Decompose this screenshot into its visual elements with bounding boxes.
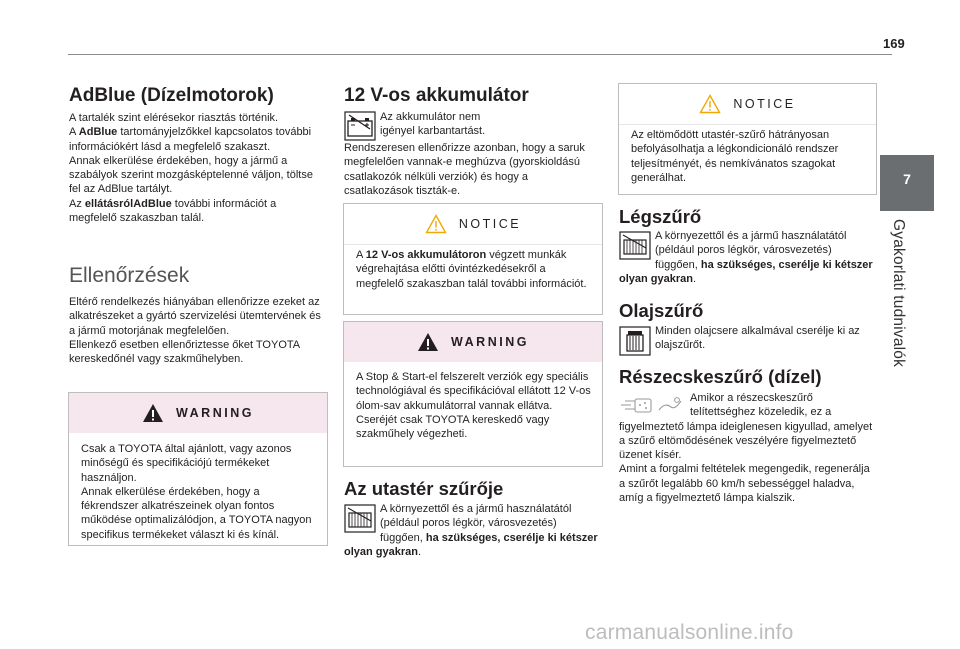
battery-icon-text: Az akkumulátor nem igényel karbantartást.	[380, 111, 486, 138]
particle-filter-p1: Amikor a részecskeszűrő telítettséghez közeledik, ez a figyelmeztető lámpa ideiglenesen kigyullad, amelyet a szűrő eltömődésének veszélyére figyelmeztető üzenet kísér.	[619, 392, 873, 462]
battery-p1: Rendszeresen ellenőrizze azonban, hogy a saruk megfelelően vannak-e meghúzva (gyorskioldású csatlakozók nélküli verziók) és hogy a csatlakozások tiszták-e.	[344, 142, 585, 197]
warning-header	[344, 322, 602, 362]
particle-filter-title: Részecskeszűrő (dízel)	[619, 366, 822, 387]
notice-triangle-icon	[425, 214, 447, 234]
adblue-p3: Annak elkerülése érdekében, hogy a jármű a szabályok szerint mozgásképtelenné váljon, töltse fel az AdBlue tartályt.	[69, 154, 313, 196]
notice-body	[619, 125, 876, 195]
air-filter-title: Légszűrő	[619, 206, 702, 227]
adblue-p2: A AdBlue tartományjelzőkkel kapcsolatos további információkért lásd a megfelelő szakaszt.	[69, 126, 312, 153]
checks-title: Ellenőrzések	[69, 264, 190, 287]
warning-body	[344, 362, 602, 451]
warning2-p1: A Stop & Start-el felszerelt verziók egy speciális technológiával és specifikációval ellátott 12 V-os ólom-sav akkumulátorral vannak ellátva.	[356, 371, 591, 412]
adblue-p4: Az ellátásrólAdBlue további információt a megfelelő szakaszban talál.	[69, 197, 277, 225]
checks-p2: Ellenkező esetben ellenőriztesse őket TOYOTA kereskedőnél vagy szakműhelyben.	[69, 338, 300, 366]
checks-body	[69, 295, 327, 366]
notice-triangle-icon	[699, 94, 721, 114]
warning-header	[69, 393, 327, 433]
adblue-title: AdBlue (Dízelmotorok)	[69, 85, 274, 106]
chapter-title: Gyakorlati tudnivalók	[890, 219, 907, 368]
notice-title: NOTICE	[458, 217, 522, 231]
cabin-filter-title: Az utastér szűrője	[344, 478, 504, 499]
oil-filter-body	[619, 324, 877, 356]
air-filter-body	[619, 229, 877, 286]
notice2-p: Az eltömődött utastér-szűrő hátrányosan befolyásolhatja a légkondicionáló rendszer teljesítményét, és nemkívánatos szagokat generálhat.	[631, 129, 839, 184]
notice1-p: A 12 V-os akkumulátoron végzett munkák végrehajtása előtti óvintézkedésekről a megfelelő szakaszban talál további információt.	[356, 249, 587, 290]
warning-body	[69, 433, 327, 552]
warning-title: WARNING	[176, 406, 254, 420]
adblue-p1: A tartalék szint elérésekor riasztás történik.	[69, 112, 279, 124]
oil-filter-p: Minden olajcsere alkalmával cserélje ki az olajszűrőt.	[655, 325, 860, 352]
particle-filter-p2: Amint a forgalmi feltételek megengedik, regenerálja a szűrőt legalább 60 km/h sebességgel haladva, amíg a figyelmeztető lámpa kialszik.	[619, 463, 870, 505]
cabin-filter-body	[344, 502, 602, 559]
battery-maintenance-icon	[344, 111, 376, 141]
particle-filter-body	[619, 391, 877, 505]
oil-filter-icon	[619, 326, 651, 356]
battery-body	[344, 110, 602, 198]
air-filter-p: A környezettől és a jármű használatától (például poros légkör, városvezetés) függően, ha szükséges, cserélje ki kétszer olyan gyakran.	[619, 230, 873, 285]
warning2-p2: Cseréjét csak TOYOTA kereskedő vagy szakműhely végezheti.	[356, 413, 550, 441]
warning1-p2: Annak elkerülése érdekében, hogy a fékrendszer alkatrészeinek olyan fontos működése optimalizálódjon, a TOYOTA nagyon specifikus termékeket választ ki és kínál.	[81, 485, 312, 541]
warning1-p1: Csak a TOYOTA által ajánlott, vagy azonos minőségű és specifikációjú termékeket használjon.	[81, 443, 292, 484]
adblue-body	[69, 111, 327, 225]
air-filter-icon	[619, 231, 651, 260]
battery-title: 12 V-os akkumulátor	[344, 85, 529, 106]
cabin-filter-p: A környezettől és a jármű használatától (például poros légkör, városvezetés) függően, ha szükséges, cserélje ki kétszer olyan gyakran.	[344, 503, 598, 558]
warning-triangle-icon	[142, 403, 164, 423]
notice-box-battery	[343, 203, 603, 315]
notice-body	[344, 245, 602, 301]
notice-title: NOTICE	[733, 97, 796, 111]
warning-box-products	[68, 392, 328, 546]
notice-header	[619, 84, 876, 125]
chapter-tab[interactable]: 7	[880, 155, 934, 211]
warning-title: WARNING	[451, 335, 529, 349]
cabin-filter-icon	[344, 504, 376, 533]
page-number: 169	[883, 36, 905, 51]
notice-box-cabin-filter	[618, 83, 877, 195]
warning-box-battery	[343, 321, 603, 467]
oil-filter-title: Olajszűrő	[619, 300, 704, 321]
notice-header	[344, 204, 602, 245]
warning-triangle-icon	[417, 332, 439, 352]
checks-p1: Eltérő rendelkezés hiányában ellenőrizze ezeket az alkatrészeket a gyártó szervizelési ütemtervének és a jármű motorjának megfelelően.	[69, 296, 321, 337]
header-rule	[68, 54, 892, 55]
watermark[interactable]: carmanualsonline.info	[585, 621, 794, 644]
particle-filter-warning-icon	[619, 393, 685, 419]
